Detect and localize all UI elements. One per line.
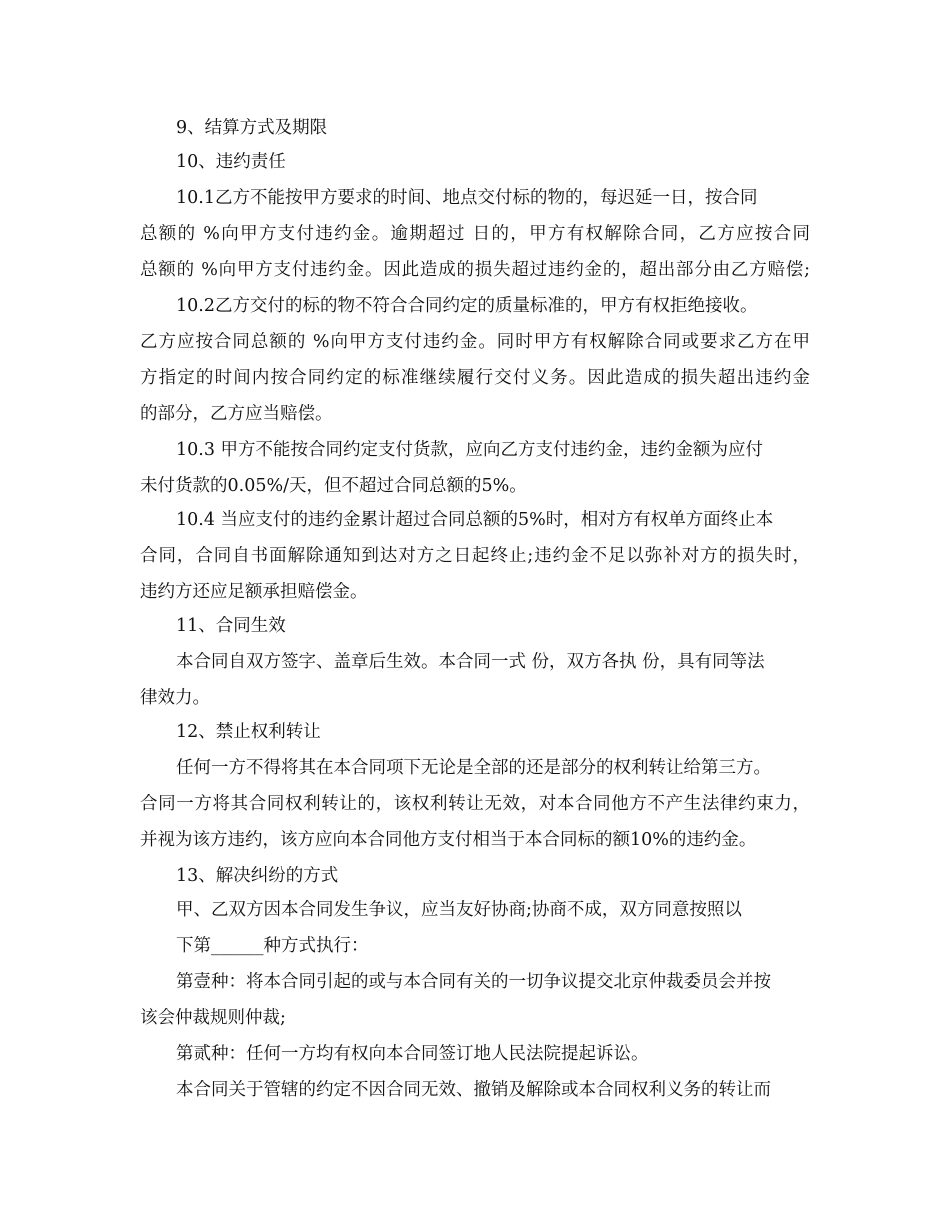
- clause-10-3-line-1: 10.3 甲方不能按合同约定支付货款，应向乙方支付违约金，违约金额为应付: [176, 440, 764, 460]
- clause-10-2-line-3: 方指定的时间内按合同约定的标准继续履行交付义务。因此造成的损失超出违约金: [140, 368, 810, 388]
- section-12-line-3: 并视为该方违约，该方应向本合同他方支付相当于本合同标的额10%的违约金。: [140, 830, 757, 850]
- clause-10-1-line-3: 总额的 %向甲方支付违约金。因此造成的损失超过违约金的，超出部分由乙方赔偿;: [140, 260, 810, 280]
- section-11-heading: 11、合同生效: [176, 616, 286, 636]
- clause-10-4-line-1: 10.4 当应支付的违约金累计超过合同总额的5%时，相对方有权单方面终止本: [176, 510, 774, 530]
- section-13-line-1: 甲、乙双方因本合同发生争议，应当友好协商;协商不成，双方同意按照以: [176, 900, 742, 920]
- option-1-line-2: 该会仲裁规则仲裁;: [140, 1008, 286, 1028]
- clause-10-2-line-4: 的部分，乙方应当赔偿。: [140, 404, 333, 424]
- clause-10-1-line-2: 总额的 %向甲方支付违约金。逾期超过 日的，甲方有权解除合同，乙方应按合同: [140, 224, 810, 244]
- clause-10-2-line-1: 10.2乙方交付的标的物不符合合同约定的质量标准的，甲方有权拒绝接收。: [176, 296, 758, 316]
- section-12-heading: 12、禁止权利转让: [176, 722, 321, 742]
- section-12-line-2: 合同一方将其合同权利转让的，该权利转让无效，对本合同他方不产生法律约束力，: [140, 794, 810, 814]
- option-1-line-1: 第壹种：将本合同引起的或与本合同有关的一切争议提交北京仲裁委员会并按: [176, 972, 771, 992]
- section-11-line-1: 本合同自双方签字、盖章后生效。本合同一式 份，双方各执 份，具有同等法: [176, 652, 765, 672]
- section-11-line-2: 律效力。: [140, 688, 210, 708]
- section-13-line-2: 下第______种方式执行：: [176, 936, 369, 956]
- jurisdiction-clause-line-1: 本合同关于管辖的约定不因合同无效、撤销及解除或本合同权利义务的转让而: [176, 1080, 771, 1100]
- section-10-heading: 10、违约责任: [176, 152, 286, 172]
- clause-10-4-line-2: 合同，合同自书面解除通知到达对方之日起终止;违约金不足以弥补对方的损失时，: [140, 546, 810, 566]
- section-12-line-1: 任何一方不得将其在本合同项下无论是全部的还是部分的权利转让给第三方。: [176, 758, 771, 778]
- clause-10-3-line-2: 未付货款的0.05%/天，但不超过合同总额的5%。: [140, 476, 527, 496]
- clause-10-4-line-3: 违约方还应足额承担赔偿金。: [140, 582, 368, 602]
- section-13-heading: 13、解决纠纷的方式: [176, 866, 339, 886]
- clause-10-1-line-1: 10.1乙方不能按甲方要求的时间、地点交付标的物的，每迟延一日，按合同: [176, 188, 758, 208]
- clause-10-2-line-2: 乙方应按合同总额的 %向甲方支付违约金。同时甲方有权解除合同或要求乙方在甲: [140, 332, 810, 352]
- section-9-heading: 9、结算方式及期限: [176, 118, 328, 138]
- option-2-line-1: 第贰种：任何一方均有权向本合同签订地人民法院提起诉讼。: [176, 1044, 649, 1064]
